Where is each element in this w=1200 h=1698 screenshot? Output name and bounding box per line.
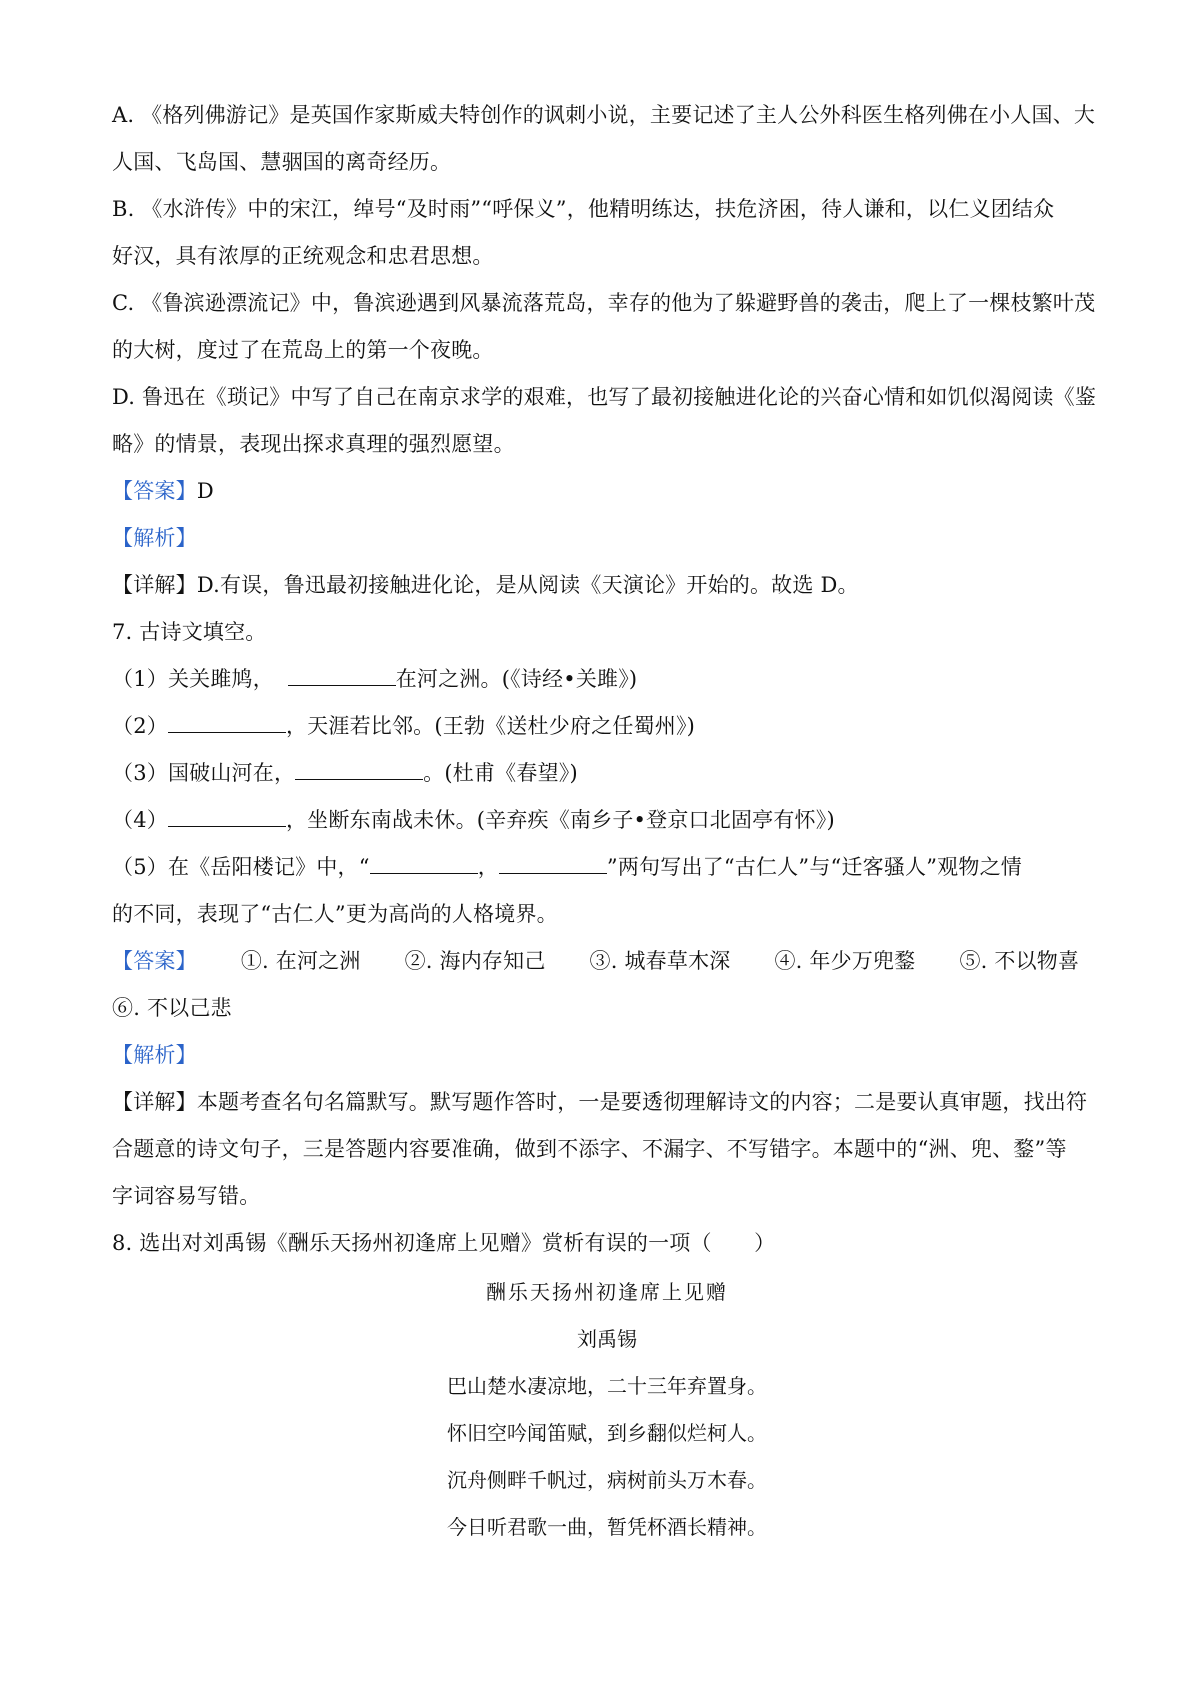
q7-item-3-post: 。(杜甫《春望》) [423, 761, 578, 785]
poem-block [112, 1269, 1102, 1551]
answer-item: ②. 海内存知己 [404, 949, 546, 973]
q6-analysis [112, 515, 1102, 562]
fill-blank [168, 802, 286, 827]
q7-item-4-pre: （4） [112, 808, 168, 832]
option-b-line-1: B. 《水浒传》中的宋江，绰号“及时雨”“呼保义”，他精明练达，扶危济困，待人谦和，以仁义团结众 [112, 197, 1055, 221]
fill-blank [168, 708, 286, 733]
q7-item-5 [112, 844, 1102, 891]
q7-item-5-line-2: 的不同，表现了“古仁人”更为高尚的人格境界。 [112, 902, 558, 926]
detail-text: D.有误，鲁迅最初接触进化论，是从阅读《天演论》开始的。故选 D。 [196, 573, 859, 597]
q7-analysis [112, 1032, 1102, 1079]
q7-item-4 [112, 797, 1102, 844]
q6-detail [112, 562, 1102, 609]
option-c-line-1: C. 《鲁滨逊漂流记》中，鲁滨逊遇到风暴流落荒岛，幸存的他为了躲避野兽的袭击，爬上了一棵枝繁叶茂 [112, 291, 1096, 315]
poem-title: 酬乐天扬州初逢席上见赠 [486, 1280, 728, 1304]
answer-tag: 【答案】 [112, 949, 197, 973]
analysis-tag: 【解析】 [112, 526, 197, 550]
poem-line: 巴山楚水凄凉地，二十三年弃置身。 [447, 1374, 767, 1398]
q6-answer [112, 468, 1102, 515]
q7-item-5-pre: （5）在《岳阳楼记》中，“ [112, 855, 370, 879]
q7-item-5-mid: ， [477, 855, 499, 879]
detail-tag: 【详解】 [112, 1090, 197, 1114]
q7-item-5-post: ”两句写出了“古仁人”与“迁客骚人”观物之情 [606, 855, 1022, 879]
fill-blank [295, 755, 423, 780]
fill-blank [370, 849, 478, 874]
answer-item: ④. 年少万兜鍪 [774, 949, 916, 973]
poem-line: 怀旧空吟闻笛赋，到乡翻似烂柯人。 [447, 1421, 767, 1445]
q7-item-2 [112, 703, 1102, 750]
q7-answer [112, 938, 1102, 985]
q7-title: 7. 古诗文填空。 [112, 620, 267, 644]
option-a-line-1: A. 《格列佛游记》是英国作家斯威夫特创作的讽刺小说，主要记述了主人公外科医生格列佛在小人国、大 [112, 103, 1096, 127]
q7-answer-line-2: ⑥. 不以己悲 [112, 996, 232, 1020]
answer-value: D [196, 479, 214, 503]
q8-title: 8. 选出对刘禹锡《酬乐天扬州初逢席上见赠》赏析有误的一项（ ） [112, 1231, 776, 1255]
option-b-line-2: 好汉，具有浓厚的正统观念和忠君思想。 [112, 244, 494, 268]
q7-item-3 [112, 750, 1102, 797]
option-c-line-2: 的大树，度过了在荒岛上的第一个夜晚。 [112, 338, 494, 362]
q7-item-2-post: ，天涯若比邻。(王勃《送杜少府之任蜀州》) [285, 714, 696, 738]
detail-text: 本题考查名句名篇默写。默写题作答时，一是要透彻理解诗文的内容；二是要认真审题，找出符 [196, 1090, 1088, 1114]
analysis-tag: 【解析】 [112, 1043, 197, 1067]
answer-item: ①. 在河之洲 [240, 949, 361, 973]
detail-tag: 【详解】 [112, 573, 197, 597]
option-d-line-1: D. 鲁迅在《琐记》中写了自己在南京求学的艰难，也写了最初接触进化论的兴奋心情和如饥似渴阅读《鉴 [112, 385, 1097, 409]
q7-item-1-pre: （1）关关雎鸠， [112, 667, 274, 691]
document-content [112, 92, 1102, 1551]
q7-detail-line-1 [112, 1079, 1102, 1126]
q7-item-3-pre: （3）国破山河在， [112, 761, 296, 785]
q7-item-1-post: 在河之洲。(《诗经•关雎》) [395, 667, 638, 691]
q7-detail-line-2: 合题意的诗文句子，三是答题内容要准确，做到不添字、不漏字、不写错字。本题中的“洲、兜、鍪”等 [112, 1137, 1067, 1161]
q7-detail-line-3: 字词容易写错。 [112, 1184, 261, 1208]
fill-blank [288, 661, 396, 686]
option-a-line-2: 人国、飞岛国、慧骃国的离奇经历。 [112, 150, 452, 174]
q7-item-1 [112, 656, 1102, 703]
option-d-line-2: 略》的情景，表现出探求真理的强烈愿望。 [112, 432, 515, 456]
answer-item: ⑤. 不以物喜 [959, 949, 1080, 973]
answer-item: ③. 城春草木深 [589, 949, 731, 973]
q7-item-2-pre: （2） [112, 714, 168, 738]
q7-item-4-post: ，坐断东南战未休。(辛弃疾《南乡子•登京口北固亭有怀》) [285, 808, 835, 832]
answer-tag: 【答案】 [112, 479, 197, 503]
poem-line: 今日听君歌一曲，暂凭杯酒长精神。 [447, 1515, 767, 1539]
poem-author: 刘禹锡 [577, 1327, 637, 1351]
fill-blank [499, 849, 607, 874]
poem-line: 沉舟侧畔千帆过，病树前头万木春。 [447, 1468, 767, 1492]
